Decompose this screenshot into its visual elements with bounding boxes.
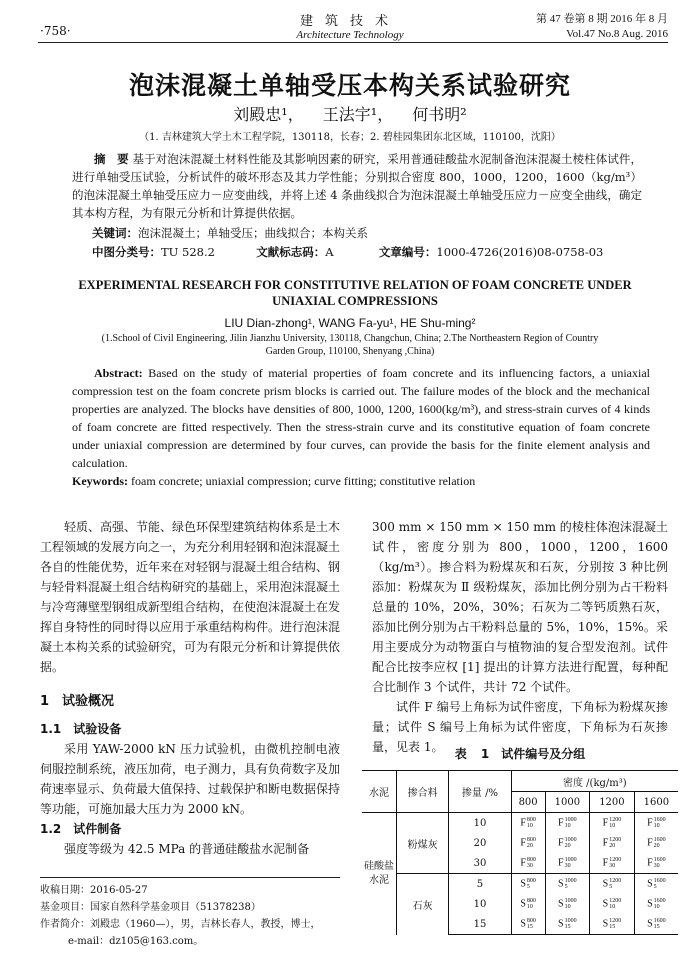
journal-name-cn: 建筑技术 [299,14,400,29]
cell-specimen-code: F1600 30 [634,853,678,874]
abstract-en [72,364,650,490]
cell-specimen-code: S1200 15 [590,914,635,935]
classification [92,244,603,260]
cell-admixture: 石灰 [397,874,449,935]
th-density: 密度 /(kg/m³) [511,771,678,792]
cell-specimen-code: S1200 5 [590,874,635,895]
cell-specimen-code: F1200 30 [590,853,635,874]
table-row [362,813,678,834]
th-density-800: 800 [511,792,545,813]
cell-dosage: 15 [449,914,511,935]
cell-specimen-code: F1000 30 [545,853,590,874]
cell-specimen-code: S1200 10 [590,894,635,914]
fund-info: 基金项目：国家自然科学基金项目（51378238） [40,902,261,913]
section-heading-1-2: 1.2 试件制备 [40,822,122,836]
cell-dosage: 5 [449,874,511,895]
table-1-title: 表 1 试件编号及分组 [454,747,586,761]
cell-specimen-code: S1000 5 [545,874,590,895]
abstract-en-text: Based on the study of material properties of foam concrete and its influencing factors, a uniaxial compression test on the foam concrete prism blocks is carried out. The failure modes of the block and the mechanical properties are analyzed. The blocks have densities of 800, 1000, 1200, 1600(kg/m³), and stress-strain curves of 4 kinds of foam concrete are fitted respectively. Then the stress-strain curve and its constitutive equation of foam concrete under uniaxial compression are determined by four curves, can provide the basis for the finite element analysis and calculation. [72,366,651,470]
cell-specimen-code: F1200 10 [590,813,635,834]
table-row [362,874,678,895]
cell-specimen-code: S1000 10 [545,894,590,914]
issue-info [500,12,668,42]
received-date: 收稿日期：2016-05-27 [40,885,148,896]
cell-specimen-code: S1600 5 [634,874,678,895]
table-1-body [362,813,678,935]
authors-cn: 刘殿忠¹， 王法宇¹， 何书明² [233,105,467,124]
keywords-cn-text: 泡沫混凝土；单轴受压；曲线拟合；本构关系 [138,226,368,240]
th-cement: 水泥 [362,771,397,813]
cell-specimen-code: S800 15 [511,914,545,935]
th-density-1200: 1200 [590,792,635,813]
section-heading-1-1: 1.1 试验设备 [40,722,122,736]
doc-code-value: A [325,245,334,259]
cell-cement: 硅酸盐水泥 [364,860,394,886]
preparation-paragraph: 强度等级为 42.5 MPa 的普通硅酸盐水泥制备 [64,842,310,856]
cell-specimen-code: S800 5 [511,874,545,895]
cell-dosage: 30 [449,853,511,874]
keywords-cn [92,225,368,241]
abstract-cn-label: 摘 要 [94,152,129,166]
cell-dosage: 10 [449,894,511,914]
section-heading-1: 1 试验概况 [40,694,115,709]
author-email: e-mail：dz105@163.com。 [68,936,204,947]
th-admixture: 掺合料 [397,771,449,813]
cell-specimen-code: S800 10 [511,894,545,914]
section-1-1 [40,719,340,859]
cell-specimen-code: F1600 10 [634,813,678,834]
clc-label: 中图分类号： [92,245,161,259]
paper-title-en: EXPERIMENTAL RESEARCH FOR CONSTITUTIVE RELATION OF FOAM CONCRETE UNDER UNIAXIAL COMPRESSIONS [78,278,632,308]
author-bio: 作者简介：刘殿忠（1960—），男，吉林长春人，教授，博士， [40,919,321,930]
cell-specimen-code: F800 10 [511,813,545,834]
table-1 [362,770,678,935]
doc-code-label: 文献标志码： [256,245,326,259]
cell-dosage: 10 [449,813,511,834]
footnote [40,882,340,950]
keywords-cn-label: 关键词： [92,226,138,240]
cell-specimen-code: F800 20 [511,833,545,853]
issue-en: Vol.47 No.8 Aug. 2016 [566,28,668,40]
cell-specimen-code: S1600 10 [634,894,678,914]
footnote-rule [40,877,340,878]
article-no-label: 文章编号： [378,245,437,259]
journal-header [250,10,450,41]
numbering-paragraph: 试件 F 编号上角标为试件密度，下角标为粉煤灰掺量；试件 S 编号上角标为试件密度，下角标为石灰掺量，见表 1。 [372,700,668,754]
equipment-paragraph: 采用 YAW-2000 kN 压力试验机，由微机控制电液伺服控制系统，液压加荷，电子测力，具有负荷数字及加荷速率显示、负荷最大值保持、过载保护和断电数据保持等功能，可施加最大压力为 2000 kN。 [40,742,341,816]
cell-specimen-code: F1000 20 [545,833,590,853]
cell-specimen-code: F1200 20 [590,833,635,853]
affiliation-en: (1.School of Civil Engineering, Jilin Jianzhu University, 130118, Changchun, China; 2.The Northeastern Region of Country Garden Group, 110100, Shenyang ,China) [101,333,599,357]
cell-specimen-code: F800 30 [511,853,545,874]
cell-admixture: 粉煤灰 [397,813,449,874]
body-right-column [372,517,668,757]
keywords-en-label: Keywords: [72,474,128,488]
affiliation-cn: （1. 吉林建筑大学土木工程学院，130118，长春；2. 碧桂园集团东北区域，110100，沈阳） [139,132,561,143]
th-density-1000: 1000 [545,792,590,813]
paper-title: 泡沫混凝土单轴受压本构关系试验研究 [128,71,571,100]
body-left-column [40,517,340,677]
issue-cn: 第 47 卷第 8 期 2016 年 8 月 [536,13,668,25]
cell-specimen-code: F1000 10 [545,813,590,834]
th-density-1600: 1600 [634,792,678,813]
cell-specimen-code: F1600 20 [634,833,678,853]
article-no-value: 1000-4726(2016)08-0758-03 [436,245,604,259]
page-number: ·758· [40,24,71,38]
abstract-cn [72,150,642,222]
cell-specimen-code: S1000 15 [545,914,590,935]
cell-dosage: 20 [449,833,511,853]
header-rule [38,42,668,43]
abstract-en-label: Abstract: [94,366,143,380]
th-dosage: 掺量 /% [449,771,511,813]
clc-value: TU 528.2 [161,245,215,259]
authors-en: LIU Dian-zhong¹, WANG Fa-yu¹, HE Shu-ming² [224,316,476,330]
cell-specimen-code: S1600 15 [634,914,678,935]
journal-name-en: Architecture Technology [296,29,404,41]
abstract-cn-text: 基于对泡沫混凝土材料性能及其影响因素的研究，采用普通硅酸盐水泥制备泡沫混凝土棱柱体试件，进行单轴受压试验，分析试件的破坏形态及其力学性能；分别拟合密度 800，1000，1200，1600（kg/m³）的泡沫混凝土单轴受压应力－应变曲线，并将上述 4 条曲线拟合为泡沫混凝土单轴受压应力－应变全曲线，确定其本构方程，为有限元分析和计算提供依据。 [72,152,643,220]
specimen-paragraph: 300 mm × 150 mm × 150 mm 的棱柱体泡沫混凝土试件，密度分别为 800，1000，1200，1600（kg/m³）。掺合料为粉煤灰和石灰，分别按 3 种比例添加：粉煤灰为 Ⅱ 级粉煤灰，添加比例分别为占干粉料总量的 10%，20%，30%；石灰为二等钙质熟石灰，添加比例分别为占干粉料总量的 5%，10%，15%。采用主要成分为动物蛋白与植物油的复合型发泡剂。试件配合比按李应权 [1] 提出的计算方法进行配置，每种配合比制作 3 个试件，共计 72 个试件。 [372,520,668,694]
intro-paragraph: 轻质、高强、节能、绿色环保型建筑结构体系是土木工程领域的发展方向之一，为充分利用轻钢和泡沫混凝土各自的性能优势，近年来在对轻钢与混凝土组合结构、钢与轻骨料混凝土组合结构研究的基础上，采用泡沫混凝土与冷弯薄壁型钢组成新型组合结构，在使泡沫混凝土在发挥自身特性的同时得以应用于承重结构构件。进行泡沫混凝土本构关系的试验研究，可为有限元分析和计算提供依据。 [40,520,341,674]
keywords-en-text: foam concrete; uniaxial compression; curve fitting; constitutive relation [131,474,476,488]
